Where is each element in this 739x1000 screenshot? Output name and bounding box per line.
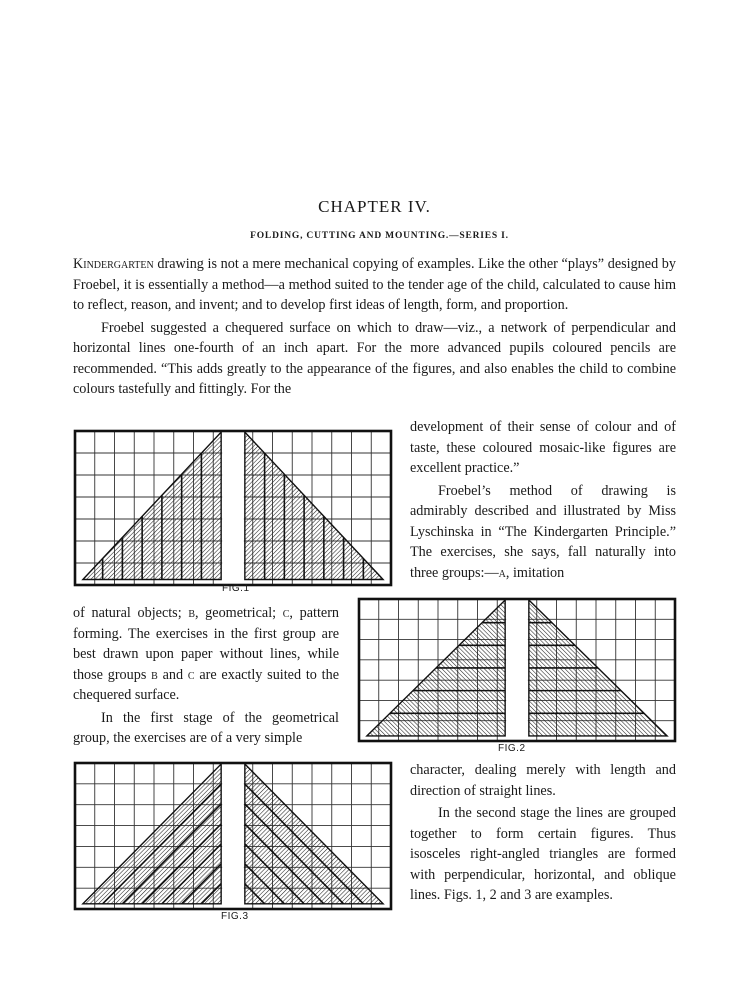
drop-lead-word: Kindergarten xyxy=(73,256,154,272)
paragraph-4-continued: character, dealing merely with length and direction of straight lines. xyxy=(410,762,676,799)
right-triangle xyxy=(245,432,383,579)
left-triangle xyxy=(83,764,221,904)
figure-3-caption: FIG.3 xyxy=(221,911,249,922)
column-right-1 xyxy=(410,417,676,583)
paragraph-3-continued xyxy=(73,603,339,706)
paragraph-3-text: Froebel’s method of drawing is admirably described and illustrated by Miss Lyschinska in “The Kindergarten Principle.” The exercises, she says, fall naturally into three groups:— xyxy=(410,482,676,581)
group-letter-b: b xyxy=(188,605,195,621)
right-triangle xyxy=(245,764,383,904)
p3-part-4: and xyxy=(157,666,188,683)
p3-part-1: of natural objects; xyxy=(73,605,189,621)
paragraph-4: In the first stage of the geometrical group, the exercises are of a very simple xyxy=(73,709,339,746)
chapter-subtitle: FOLDING, CUTTING AND MOUNTING.—SERIES I. xyxy=(250,231,509,241)
column-left-2 xyxy=(73,603,339,749)
figure-3-drawing xyxy=(72,760,394,912)
body-top xyxy=(73,254,676,400)
center-strip xyxy=(506,600,528,740)
paragraph-2-continued: development of their sense of colour and of taste, these coloured mosaic-like figures are excellent practice.” xyxy=(410,419,676,476)
center-strip xyxy=(222,764,244,908)
left-triangle xyxy=(83,432,221,579)
figure-2-caption: FIG.2 xyxy=(498,743,526,754)
paragraph-1 xyxy=(73,254,676,316)
p3-part-3: , pattern forming. The exercises in the first group are best drawn upon paper without lines, while those groups xyxy=(73,605,340,683)
group-letter-b-2: b xyxy=(151,666,158,683)
chapter-title: CHAPTER IV. xyxy=(318,197,431,216)
figure-1-caption: FIG.1 xyxy=(222,583,250,594)
figure-2-drawing xyxy=(356,596,678,744)
group-letter-c-2: c xyxy=(187,666,195,683)
paragraph-1-text: drawing is not a mere mechanical copying of examples. Like the other “plays” designed by Froebel, it is essentially a method—a method suited to the tender age of the child, calculated to cause him to reflect, reason, and invent; and to develop first ideas of length, form, and proportion. xyxy=(73,256,676,313)
center-strip xyxy=(222,432,244,584)
group-letter-c: c xyxy=(282,605,290,621)
paragraph-3-start xyxy=(410,481,676,584)
paragraph-5: In the second stage the lines are grouped together to form certain figures. Thus isosceles right-angled triangles are formed with perpendicular, horizontal, and oblique lines. Figs. 1, 2 and 3 are examples. xyxy=(410,805,676,903)
figure-1-drawing xyxy=(72,428,394,588)
paragraph-2: Froebel suggested a chequered surface on which to draw—viz., a network of perpendicular and horizontal lines one-fourth of an inch apart. For the more advanced pupils coloured pencils are recommended. “This adds greatly to the appearance of the figures, and also enables the child to combine colours tastefully and fittingly. For the xyxy=(73,319,676,397)
group-letter-a: a xyxy=(498,564,506,581)
p3-part-5: are exactly suited to the chequered surface. xyxy=(73,666,339,703)
paragraph-3-end: , imitation xyxy=(505,564,565,581)
column-right-3 xyxy=(410,760,676,906)
p3-part-2: , geometrical; xyxy=(194,605,283,621)
